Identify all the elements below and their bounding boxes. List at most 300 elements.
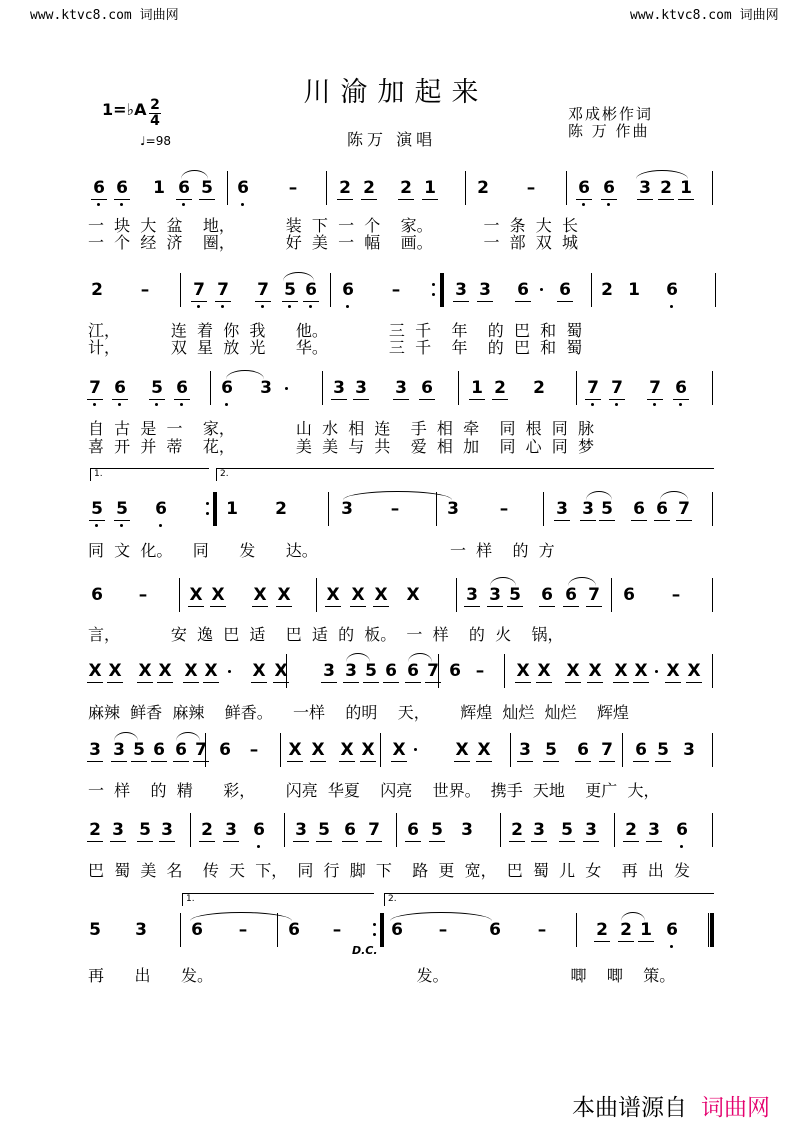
- note-r4-3: 6: [155, 499, 167, 519]
- barline-r7-3: [380, 733, 381, 767]
- volta-first-row9: 1.: [182, 893, 374, 906]
- note-r2-1: 2: [91, 280, 103, 300]
- note-r4-7: –: [390, 499, 400, 519]
- underline-r1-9: [361, 199, 377, 200]
- underline-r6-12: [383, 682, 399, 683]
- underline-r3-2: [112, 399, 128, 400]
- volta-second-row9: 2.: [384, 893, 714, 906]
- note-r3-4: 6: [176, 378, 188, 398]
- note-r1-8: 2: [339, 178, 351, 198]
- low-dot-r2-8: [346, 305, 349, 308]
- barline-r4-4: [712, 492, 713, 526]
- note-r8-16: 3: [533, 820, 545, 840]
- underline-r7-19: [599, 761, 615, 762]
- footer-label: 本曲谱源自: [572, 1095, 687, 1121]
- underline-r7-11: [339, 761, 355, 762]
- underline-r7-3: [131, 761, 147, 762]
- slur-r4-2: [586, 491, 612, 500]
- note-r4-11: 3: [582, 499, 594, 519]
- underline-r1-2: [114, 199, 130, 200]
- note-r4-8: 3: [447, 499, 459, 519]
- note-r5-4: X: [211, 585, 225, 605]
- note-r6-8: X: [274, 661, 288, 681]
- underline-r7-13: [391, 761, 407, 762]
- note-r3-3: 5: [151, 378, 163, 398]
- note-r7-20: 6: [635, 740, 647, 760]
- note-r9-2: 3: [135, 920, 147, 940]
- low-dot-r3-1: [93, 403, 96, 406]
- low-dot-r8-7: [257, 845, 260, 848]
- barline-r1-2: [326, 171, 327, 205]
- note-r3-5: 6: [221, 378, 233, 398]
- slur-r9-2: [390, 912, 492, 921]
- repeat-dot-4: [206, 512, 209, 515]
- underline-r7-4: [151, 761, 167, 762]
- key-signature: 1=♭A: [102, 100, 147, 119]
- note-r9-3: 6: [191, 920, 203, 940]
- underline-r8-19: [623, 841, 639, 842]
- repeat-dot-5: [373, 923, 376, 926]
- barline-r3-3: [458, 371, 459, 405]
- aug-dot-r7: [414, 748, 417, 751]
- note-r6-4: X: [158, 661, 172, 681]
- note-r1-6: 6: [237, 178, 249, 198]
- note-r4-12: 5: [601, 499, 613, 519]
- underline-r8-17: [559, 841, 575, 842]
- note-r8-14: 3: [461, 820, 473, 840]
- underline-r1-16: [637, 199, 653, 200]
- barline-r7-4: [510, 733, 511, 767]
- barline-r7-5: [622, 733, 623, 767]
- underline-r7-2: [111, 761, 127, 762]
- note-r5-8: X: [351, 585, 365, 605]
- note-r5-7: X: [326, 585, 340, 605]
- note-r1-15: 6: [603, 178, 615, 198]
- underline-r6-22: [633, 682, 649, 683]
- underline-r8-8: [293, 841, 309, 842]
- note-r9-13: 1: [640, 920, 652, 940]
- note-r6-14: 7: [427, 661, 439, 681]
- note-r2-8: 6: [342, 280, 354, 300]
- note-r7-3: 5: [133, 740, 145, 760]
- singer: 陈万 演唱: [347, 130, 437, 149]
- underline-r6-21: [613, 682, 629, 683]
- note-r6-5: X: [184, 661, 198, 681]
- underline-r2-3: [191, 301, 207, 302]
- note-r3-6: 3: [260, 378, 272, 398]
- repeat-dot-3: [206, 502, 209, 505]
- barline-r8-6: [712, 813, 713, 847]
- note-r9-9: 6: [489, 920, 501, 940]
- underline-r4-1: [89, 520, 105, 521]
- underline-r8-2: [110, 841, 126, 842]
- low-dot-r9-14: [670, 945, 673, 948]
- underline-r6-13: [405, 682, 421, 683]
- note-r1-7: –: [288, 178, 298, 198]
- slur-r1-1: [181, 170, 208, 179]
- barline-r6-1: [286, 654, 287, 688]
- note-r8-6: 3: [225, 820, 237, 840]
- barline-r6-3: [504, 654, 505, 688]
- barline-r1-3: [465, 171, 466, 205]
- note-r4-4: 1: [226, 499, 238, 519]
- underline-r3-1: [87, 399, 103, 400]
- lyrics-row6: 麻辣 鲜香 麻辣 鲜香。 一样 的明 天， 辉煌 灿烂 灿烂 辉煌: [88, 703, 629, 722]
- note-r9-11: 2: [596, 920, 608, 940]
- note-r9-4: –: [238, 920, 248, 940]
- underline-r3-14: [585, 399, 601, 400]
- note-r5-18: –: [671, 585, 681, 605]
- note-r2-14: 2: [601, 280, 613, 300]
- note-r7-13: X: [392, 740, 406, 760]
- underline-r5-5: [252, 606, 268, 607]
- underline-r6-3: [137, 682, 153, 683]
- underline-r6-23: [665, 682, 681, 683]
- note-r6-7: X: [252, 661, 266, 681]
- note-r2-3: 7: [193, 280, 205, 300]
- underline-r8-10: [342, 841, 358, 842]
- underline-r8-4: [159, 841, 175, 842]
- note-r2-5: 7: [257, 280, 269, 300]
- note-r9-10: –: [537, 920, 547, 940]
- underline-r8-11: [366, 841, 382, 842]
- underline-r5-6: [276, 606, 292, 607]
- underline-r6-10: [343, 682, 359, 683]
- low-dot-r3-15: [615, 403, 618, 406]
- aug-dot-r2: [540, 288, 543, 291]
- low-dot-r1-2: [120, 203, 123, 206]
- note-r7-6: 7: [195, 740, 207, 760]
- barline-r5-2: [316, 578, 317, 612]
- underline-r4-12: [599, 520, 615, 521]
- underline-r7-15: [476, 761, 492, 762]
- note-r5-9: X: [374, 585, 388, 605]
- note-r8-21: 6: [676, 820, 688, 840]
- note-r6-11: 5: [365, 661, 377, 681]
- note-r7-5: 6: [175, 740, 187, 760]
- lyrics-row3-verse1: 自 古 是 一 家， 山 水 相 连 手 相 牵 同 根 同 脉: [88, 419, 594, 438]
- underline-r2-6: [282, 301, 298, 302]
- underline-r8-20: [646, 841, 662, 842]
- underline-r3-12: [492, 399, 508, 400]
- barline-r7-1: [205, 733, 206, 767]
- note-r8-3: 5: [139, 820, 151, 840]
- barline-r6-2: [438, 654, 439, 688]
- note-r4-13: 6: [633, 499, 645, 519]
- underline-r7-5: [173, 761, 189, 762]
- low-dot-r4-3: [159, 524, 162, 527]
- note-r6-13: 6: [407, 661, 419, 681]
- note-r5-16: 7: [588, 585, 600, 605]
- note-r8-20: 3: [648, 820, 660, 840]
- lyrics-row8: 巴 蜀 美 名 传 天 下， 同 行 脚 下 路 更 宽， 巴 蜀 儿 女 再 出 发: [88, 861, 690, 880]
- underline-r6-2: [107, 682, 123, 683]
- time-signature: [148, 98, 162, 129]
- footer-brand: 词曲网: [701, 1095, 770, 1121]
- low-dot-r8-21: [680, 845, 683, 848]
- underline-r7-20: [633, 761, 649, 762]
- note-r3-16: 7: [649, 378, 661, 398]
- lyrics-row4: 同 文 化。 同 发 达。 一 样 的 方: [88, 541, 555, 560]
- barline-r3-5: [712, 371, 713, 405]
- note-r5-13: 5: [509, 585, 521, 605]
- lyrics-row2-verse2: 计， 双 星 放 光 华。 三 千 年 的 巴 和 蜀: [88, 338, 583, 357]
- barline-r9-4: [708, 913, 709, 947]
- note-r7-21: 5: [657, 740, 669, 760]
- underline-r4-10: [554, 520, 570, 521]
- underline-r4-13: [631, 520, 647, 521]
- underline-r3-4: [174, 399, 190, 400]
- note-r5-15: 6: [565, 585, 577, 605]
- slur-r6-2: [408, 653, 432, 662]
- lyrics-row1-verse2: 一 个 经 济 圈， 好 美 一 幅 画。 一 部 双 城: [88, 233, 578, 252]
- underline-r5-13: [507, 606, 523, 607]
- note-r5-17: 6: [623, 585, 635, 605]
- note-r1-3: 1: [153, 178, 165, 198]
- underline-r3-3: [149, 399, 165, 400]
- underline-r2-5: [255, 301, 271, 302]
- note-r7-17: 5: [545, 740, 557, 760]
- note-r4-9: –: [499, 499, 509, 519]
- note-r1-13: –: [526, 178, 536, 198]
- note-r2-11: 3: [479, 280, 491, 300]
- repeat-dot-1: [432, 283, 435, 286]
- time-bottom: 4: [150, 113, 160, 129]
- note-r7-9: X: [288, 740, 302, 760]
- note-r2-9: –: [391, 280, 401, 300]
- note-r8-13: 5: [431, 820, 443, 840]
- note-r9-14: 6: [666, 920, 678, 940]
- barline-r3-4: [576, 371, 577, 405]
- repeat-dot-6: [373, 933, 376, 936]
- low-dot-r3-2: [118, 403, 121, 406]
- underline-r7-9: [287, 761, 303, 762]
- note-r2-2: –: [140, 280, 150, 300]
- lyrics-row9: 再 出 发。 发。 唧 唧 策。: [88, 966, 676, 985]
- underline-r1-11: [422, 199, 438, 200]
- low-dot-r1-4: [182, 203, 185, 206]
- underline-r1-10: [398, 199, 414, 200]
- note-r2-7: 6: [305, 280, 317, 300]
- underline-r9-11: [594, 941, 610, 942]
- underline-r3-7: [331, 399, 347, 400]
- note-r6-22: X: [634, 661, 648, 681]
- underline-r4-2: [114, 520, 130, 521]
- note-r1-18: 1: [680, 178, 692, 198]
- note-r9-5: 6: [288, 920, 300, 940]
- low-dot-r2-16: [670, 305, 673, 308]
- slur-r4-3: [660, 491, 688, 500]
- note-r4-1: 5: [91, 499, 103, 519]
- barline-r4-1: [328, 492, 329, 526]
- underline-r7-14: [454, 761, 470, 762]
- underline-r3-10: [419, 399, 435, 400]
- underline-r2-11: [477, 301, 493, 302]
- barline-r4-3: [543, 492, 544, 526]
- note-r7-8: –: [249, 740, 259, 760]
- note-r5-11: 3: [466, 585, 478, 605]
- barline-r5-3: [456, 578, 457, 612]
- barline-r5-4: [611, 578, 612, 612]
- note-r8-1: 2: [89, 820, 101, 840]
- underline-r8-5: [199, 841, 215, 842]
- barline-r5-1: [179, 578, 180, 612]
- note-r2-4: 7: [217, 280, 229, 300]
- low-dot-r1-14: [582, 203, 585, 206]
- note-r8-17: 5: [561, 820, 573, 840]
- low-dot-r2-5: [261, 305, 264, 308]
- aug-dot-r3: [285, 387, 288, 390]
- underline-r8-3: [137, 841, 153, 842]
- dc-marking: D.C.: [352, 944, 378, 957]
- underline-r8-6: [223, 841, 239, 842]
- underline-r2-13: [557, 301, 573, 302]
- note-r4-2: 5: [116, 499, 128, 519]
- underline-r3-11: [469, 399, 485, 400]
- tempo-marking: ♩=98: [140, 134, 171, 148]
- volta-first-row4: 1.: [90, 468, 209, 481]
- low-dot-r4-2: [120, 524, 123, 527]
- underline-r1-8: [337, 199, 353, 200]
- time-top: 2: [150, 97, 160, 113]
- low-dot-r1-6: [241, 203, 244, 206]
- note-r6-20: X: [588, 661, 602, 681]
- note-r6-21: X: [614, 661, 628, 681]
- note-r6-12: 6: [385, 661, 397, 681]
- note-r6-3: X: [138, 661, 152, 681]
- underline-r3-9: [393, 399, 409, 400]
- barline-r3-2: [322, 371, 323, 405]
- barline-r1-4: [566, 171, 567, 205]
- underline-r5-3: [188, 606, 204, 607]
- note-r8-8: 3: [295, 820, 307, 840]
- repeat-dot-2: [432, 293, 435, 296]
- underline-r3-8: [353, 399, 369, 400]
- note-r2-10: 3: [455, 280, 467, 300]
- barline-r1-1: [227, 171, 228, 205]
- note-r3-8: 3: [355, 378, 367, 398]
- note-r1-1: 6: [93, 178, 105, 198]
- barline-r9-1: [180, 913, 181, 947]
- note-r9-1: 5: [89, 920, 101, 940]
- note-r3-13: 2: [533, 378, 545, 398]
- note-r5-5: X: [253, 585, 267, 605]
- watermark-right: www.ktvc8.com 词曲网: [630, 8, 779, 23]
- underline-r6-24: [686, 682, 702, 683]
- slur-r5-2: [568, 577, 596, 586]
- slur-r9-3: [621, 912, 645, 921]
- barline-r5-5: [712, 578, 713, 612]
- composer: 陈 万 作曲: [568, 122, 650, 140]
- note-r3-7: 3: [333, 378, 345, 398]
- note-r6-6: X: [204, 661, 218, 681]
- underline-r4-11: [580, 520, 596, 521]
- low-dot-r3-14: [591, 403, 594, 406]
- lyrics-row2-verse1: 江， 连 着 你 我 他。 三 千 年 的 巴 和 蜀: [88, 321, 583, 340]
- underline-r5-4: [210, 606, 226, 607]
- barline-r7-2: [280, 733, 281, 767]
- note-r6-19: X: [566, 661, 580, 681]
- note-r8-10: 6: [344, 820, 356, 840]
- repeat-end-bar-2: [380, 913, 384, 947]
- note-r5-2: –: [138, 585, 148, 605]
- note-r3-12: 2: [494, 378, 506, 398]
- underline-r6-9: [321, 682, 337, 683]
- underline-r5-12: [487, 606, 503, 607]
- low-dot-r1-15: [607, 203, 610, 206]
- barline-r2-2: [330, 273, 331, 307]
- barline-r8-5: [614, 813, 615, 847]
- underline-r6-5: [183, 682, 199, 683]
- watermark-left: www.ktvc8.com 词曲网: [30, 8, 179, 23]
- note-r2-6: 5: [284, 280, 296, 300]
- low-dot-r2-4: [221, 305, 224, 308]
- low-dot-r3-4: [180, 403, 183, 406]
- note-r1-12: 2: [477, 178, 489, 198]
- note-r3-2: 6: [114, 378, 126, 398]
- underline-r8-16: [531, 841, 547, 842]
- underline-r5-15: [563, 606, 579, 607]
- note-r5-10: X: [406, 585, 420, 605]
- underline-r7-16: [517, 761, 533, 762]
- underline-r1-17: [658, 199, 674, 200]
- low-dot-r4-1: [95, 524, 98, 527]
- note-r3-1: 7: [89, 378, 101, 398]
- note-r7-1: 3: [89, 740, 101, 760]
- barline-r2-4: [715, 273, 716, 307]
- lyrics-row3-verse2: 喜 开 并 蒂 花， 美 美 与 共 爱 相 加 同 心 同 梦: [88, 437, 594, 456]
- underline-r2-7: [303, 301, 319, 302]
- note-r7-22: 3: [683, 740, 695, 760]
- note-r5-3: X: [189, 585, 203, 605]
- note-r2-16: 6: [666, 280, 678, 300]
- barline-r2-3: [591, 273, 592, 307]
- low-dot-r3-17: [679, 403, 682, 406]
- low-dot-r2-6: [288, 305, 291, 308]
- underline-r6-6: [203, 682, 219, 683]
- slur-r1-2: [636, 170, 688, 179]
- low-dot-r3-3: [155, 403, 158, 406]
- barline-r9-3: [576, 913, 577, 947]
- underline-r6-11: [363, 682, 379, 683]
- underline-r8-13: [429, 841, 445, 842]
- slur-r7-1: [114, 732, 138, 741]
- note-r8-15: 2: [511, 820, 523, 840]
- note-r7-15: X: [477, 740, 491, 760]
- note-r8-12: 6: [407, 820, 419, 840]
- underline-r1-14: [576, 199, 592, 200]
- note-r3-15: 7: [611, 378, 623, 398]
- note-r7-12: X: [361, 740, 375, 760]
- note-r6-24: X: [687, 661, 701, 681]
- underline-r6-7: [251, 682, 267, 683]
- underline-r5-11: [464, 606, 480, 607]
- note-r7-14: X: [455, 740, 469, 760]
- note-r8-18: 3: [585, 820, 597, 840]
- note-r2-13: 6: [559, 280, 571, 300]
- barline-r1-5: [712, 171, 713, 205]
- underline-r1-1: [91, 199, 107, 200]
- note-r1-5: 5: [201, 178, 213, 198]
- note-r9-8: –: [438, 920, 448, 940]
- note-r1-14: 6: [578, 178, 590, 198]
- note-r8-2: 3: [112, 820, 124, 840]
- repeat-end-bar: [213, 492, 217, 526]
- barline-r7-6: [712, 733, 713, 767]
- low-dot-r2-3: [197, 305, 200, 308]
- note-r7-16: 3: [519, 740, 531, 760]
- aug-dot-r6b: [655, 670, 658, 673]
